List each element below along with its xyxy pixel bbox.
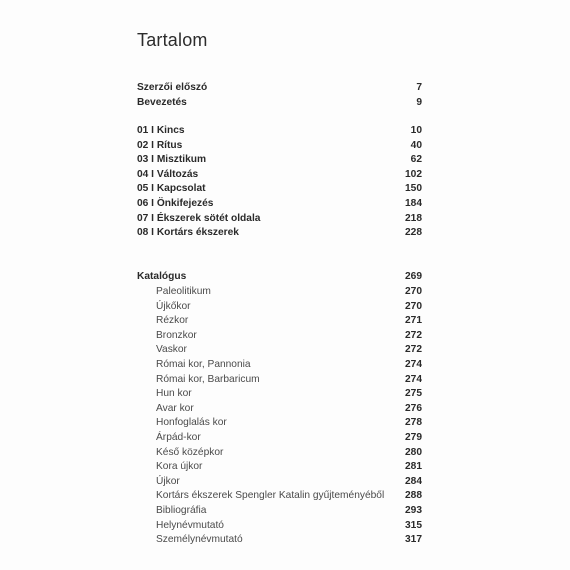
toc-catalog-item-page-number: 279	[405, 432, 422, 443]
toc-chapter-entry-label: 08 I Kortárs ékszerek	[137, 227, 239, 239]
toc-intro-entry-label: Szerzői előszó	[137, 82, 208, 93]
toc-catalog-item	[137, 519, 422, 533]
toc-catalog-item-page-number: 274	[405, 373, 422, 385]
toc-catalog-item-label: Újkor	[156, 475, 180, 487]
toc-chapter-entry	[137, 226, 422, 240]
toc-catalog-item-label: Újkőkor	[156, 300, 191, 312]
toc-catalog-item-page-number: 317	[405, 534, 422, 546]
toc-catalog-item-label: Helynévmutató	[156, 519, 224, 531]
toc-catalog-item	[137, 314, 422, 328]
toc-catalog-item-page-number: 278	[405, 417, 422, 429]
toc-catalog-item	[137, 446, 422, 460]
toc-chapter-entry-label: 03 I Misztikum	[137, 154, 207, 166]
toc-catalog-entry-page-number: 269	[405, 271, 422, 282]
toc-catalog-item-label: Bibliográfia	[156, 505, 207, 516]
toc-catalog-item-page-number: 274	[405, 359, 422, 370]
toc-catalog-item-page-number: 272	[405, 344, 422, 356]
toc-catalog-item-page-number: 271	[405, 315, 422, 327]
toc-catalog-item-label: Avar kor	[156, 402, 194, 414]
toc-catalog-item	[137, 489, 422, 503]
toc-chapter-entry	[137, 197, 422, 211]
toc-catalog-item	[137, 402, 422, 416]
toc-catalog-item	[137, 533, 422, 547]
toc-catalog-item-page-number: 281	[405, 461, 422, 473]
toc-catalog-item	[137, 460, 422, 474]
toc-catalog-item-page-number: 288	[405, 490, 422, 502]
toc-catalog-item-label: Késő középkor	[156, 446, 224, 458]
toc-chapter-entry-label: 02 I Rítus	[137, 139, 183, 151]
page-title: Tartalom	[137, 30, 208, 50]
toc-catalog-item	[137, 285, 422, 299]
toc-catalog-item-label: Római kor, Pannonia	[156, 359, 251, 370]
toc-chapter-entry-page-number: 228	[405, 227, 422, 239]
toc-catalog-item	[137, 387, 422, 401]
toc-intro-entry-page-number: 7	[416, 82, 422, 93]
toc-chapter-entry-label: 05 I Kapcsolat	[137, 183, 206, 195]
toc-catalog-item	[137, 475, 422, 489]
toc-chapter-entry	[137, 124, 422, 138]
toc-chapter-entry	[137, 153, 422, 167]
toc-chapter-entry	[137, 182, 422, 196]
toc-catalog-item-label: Kortárs ékszerek Spengler Katalin gyűjteményéből	[156, 490, 385, 502]
toc-chapter-entry-page-number: 184	[405, 198, 422, 209]
toc-catalog-item-label: Rézkor	[156, 315, 189, 327]
toc-catalog-item-page-number: 280	[405, 446, 422, 458]
toc-chapter-entry-label: 06 I Önkifejezés	[137, 198, 214, 209]
toc-chapter-entry	[137, 139, 422, 153]
toc-catalog-item-page-number: 270	[405, 286, 422, 297]
toc-chapter-entry-page-number: 218	[405, 212, 422, 224]
toc-chapter-entry-page-number: 150	[405, 183, 422, 195]
toc-chapter-entry-page-number: 10	[410, 125, 422, 136]
toc-chapter-entry-page-number: 40	[410, 139, 422, 151]
toc-catalog-entry-label: Katalógus	[137, 271, 187, 282]
toc-catalog-item	[137, 300, 422, 314]
toc-catalog-item-page-number: 275	[405, 388, 422, 400]
toc-catalog-item	[137, 431, 422, 445]
toc-catalog-item-label: Bronzkor	[156, 329, 197, 341]
toc-catalog-item-page-number: 284	[405, 475, 422, 487]
toc-intro-entry-label: Bevezetés	[137, 96, 187, 108]
toc-intro-entry-page-number: 9	[416, 96, 422, 108]
toc-chapter-entry-page-number: 102	[405, 168, 422, 180]
toc-catalog-item-label: Kora újkor	[156, 461, 203, 473]
toc-chapter-entry-label: 04 I Változás	[137, 168, 199, 180]
toc-catalog-item	[137, 358, 422, 372]
toc-catalog-item-label: Paleolitikum	[156, 286, 211, 297]
toc-catalog-item-page-number: 272	[405, 329, 422, 341]
toc-catalog-item-page-number: 270	[405, 300, 422, 312]
toc-catalog-item-label: Római kor, Barbaricum	[156, 373, 260, 385]
toc-chapter-entry-label: 01 I Kincs	[137, 125, 185, 136]
toc-chapter-entry-label: 07 I Ékszerek sötét oldala	[137, 212, 261, 224]
toc-catalog-item-page-number: 276	[405, 402, 422, 414]
toc-catalog-item-page-number: 293	[405, 505, 422, 516]
toc-catalog-item-page-number: 315	[405, 519, 422, 531]
toc-catalog-item	[137, 343, 422, 357]
toc-catalog-entry	[137, 270, 422, 284]
toc-catalog-item	[137, 373, 422, 387]
toc-intro-entry	[137, 96, 422, 110]
toc-catalog-item-label: Árpád-kor	[156, 432, 201, 443]
toc-intro-entry	[137, 81, 422, 95]
toc-catalog-item-label: Honfoglalás kor	[156, 417, 227, 429]
toc-catalog-item-label: Vaskor	[156, 344, 187, 356]
toc-chapter-entry-page-number: 62	[410, 154, 422, 166]
toc-catalog-item-label: Személynévmutató	[156, 534, 243, 546]
toc-catalog-item	[137, 329, 422, 343]
toc-chapter-entry	[137, 168, 422, 182]
toc-catalog-item-label: Hun kor	[156, 388, 192, 400]
toc-chapter-entry	[137, 212, 422, 226]
toc-catalog-item	[137, 416, 422, 430]
toc-catalog-item	[137, 504, 422, 518]
